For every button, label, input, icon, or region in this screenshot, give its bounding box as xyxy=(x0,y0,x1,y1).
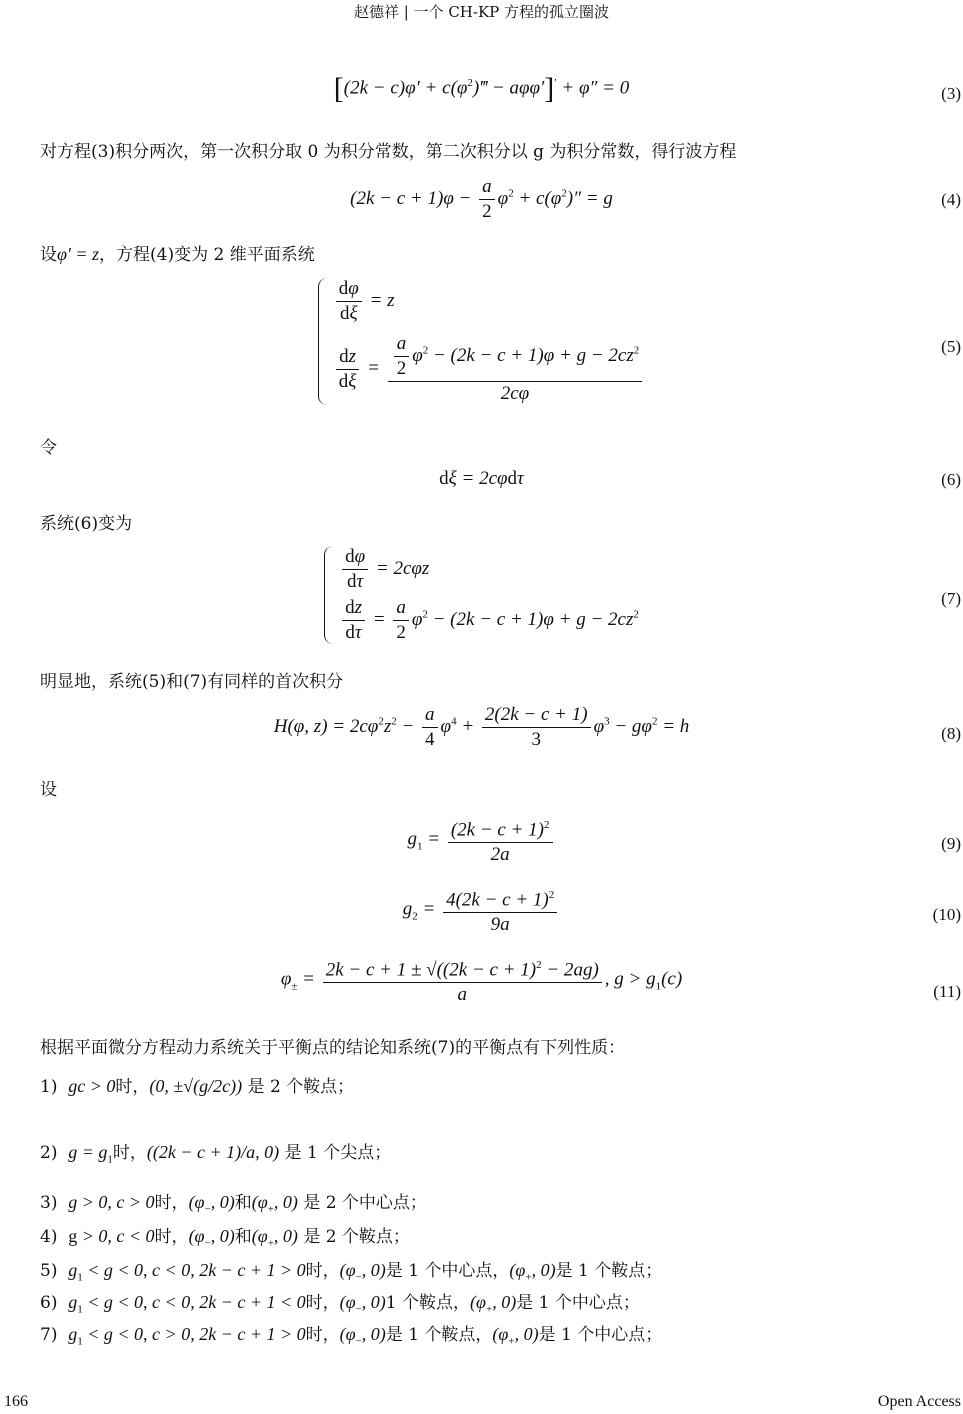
item-number: 2) xyxy=(40,1143,58,1163)
item-mid: 是 1 个鞍点， xyxy=(385,1325,493,1345)
equation-number-4: (4) xyxy=(941,190,961,209)
item-tail: 是 2 个中心点； xyxy=(303,1193,427,1213)
item-number: 6) xyxy=(40,1293,58,1313)
paragraph-first-integral: 明显地，系统(5)和(7)有同样的首次积分 xyxy=(40,672,344,692)
equation-number-6: (6) xyxy=(941,470,961,489)
list-item: 3) g > 0, c > 0时，($\varphi_-$, 0)和($\varphi_+$, 0) 是 2 个中心点； xyxy=(40,1192,427,1216)
list-item: 1) gc > 0时，(0, ±√(g/2c)) 是 2 个鞍点； xyxy=(40,1076,355,1097)
equation-number-9: (9) xyxy=(941,834,961,853)
item-tail: 是 1 个中心点； xyxy=(516,1293,640,1313)
list-item: 4) g > 0, c < 0时，($\varphi_-$, 0)和($\varphi_+$, 0) 是 2 个鞍点； xyxy=(40,1226,410,1250)
set-label: 设 xyxy=(40,245,57,265)
running-header: 赵德祥 | 一个 CH-KP 方程的孤立圈波 xyxy=(353,3,610,21)
equation-7: $\frac{d\varphi}{d\tau}$ = 2cφz $\frac{dz}{d\tau}$ = $\frac{a}{2}$ $\varphi^2 - (2k - c + 1)\varphi + g - 2cz^2$ xyxy=(0,546,963,650)
equation-11: $\varphi_\pm$ = $\frac{2k - c + 1 \pm √((2k - c + 1)^2 - 2ag)}{a}$ , $g > g_1(c)$ xyxy=(0,954,963,1006)
item-tail: 是 2 个鞍点； xyxy=(247,1077,355,1097)
item-number: 3) xyxy=(40,1193,58,1213)
item-number: 5) xyxy=(40,1261,58,1281)
paragraph-let: 令 xyxy=(40,438,57,458)
paragraph-system6: 系统(6)变为 xyxy=(40,514,133,534)
paragraph-equilibrium: 根据平面微分方程动力系统关于平衡点的结论知系统(7)的平衡点有下列性质： xyxy=(40,1038,626,1058)
equation-number-7: (7) xyxy=(941,589,961,608)
item-tail: 是 2 个鞍点； xyxy=(303,1227,410,1247)
list-item: 6) $g_1 < g < 0$, c < 0, 2k − c + 1 < 0时，($\varphi_-$, 0)1 个鞍点，($\varphi_+$, 0)是 1 个中心点； xyxy=(40,1292,640,1316)
equation-number-5: (5) xyxy=(941,337,961,356)
paragraph-integrate: 对方程(3)积分两次，第一次积分取 0 为积分常数，第二次积分以 g 为积分常数，得行波方程 xyxy=(40,142,737,162)
equation-5: $\frac{d\varphi}{d\xi}$ = z $\frac{dz}{d\xi}$ = $\frac{a}{2}$ $\varphi^2 - (2k - c + 1)\varphi + g - 2cz^2$ 2cφ xyxy=(0,278,963,411)
set-z-suffix: ，方程(4)变为 2 维平面系统 xyxy=(99,245,315,265)
equation-number-10: (10) xyxy=(932,905,961,924)
item-tail: 是 1 个中心点； xyxy=(538,1325,663,1345)
page-number: 166 xyxy=(4,1393,28,1410)
equation-number-3: (3) xyxy=(941,84,961,103)
equation-number-11: (11) xyxy=(933,982,961,1001)
equation-number-8: (8) xyxy=(941,724,961,743)
item-number: 1) xyxy=(40,1077,58,1097)
paragraph-set: 设 xyxy=(40,780,57,800)
paragraph-set-z: 设φ′ = z，方程(4)变为 2 维平面系统 xyxy=(40,244,315,265)
equation-8: H(φ, $z) = 2c\varphi^2z^2$ − $\frac{a}{4}$ $\varphi^4$ + $\frac{2(2k - c + 1)}{3}$ $\varphi^3 - g\varphi^2 = h$ xyxy=(273,704,690,750)
item-mid: 是 1 个中心点， xyxy=(385,1261,510,1281)
open-access-label: Open Access xyxy=(877,1393,961,1410)
item-number: 4) xyxy=(40,1227,58,1247)
item-tail: 是 1 个尖点； xyxy=(284,1143,392,1163)
list-item: 2) $g = g_1$时，((2k − c + 1)/a, 0) 是 1 个尖点； xyxy=(40,1142,392,1166)
item-number: 7) xyxy=(40,1325,58,1345)
equation-4: (2k − c + 1)φ − $\frac{a}{2}$ $\varphi^2 + c(\varphi^2)'' = g$ xyxy=(350,176,613,222)
equation-9: $g_1$ = $\frac{(2k - c + 1)^2}{2a}$ xyxy=(0,814,963,866)
item-tail: 是 1 个鞍点； xyxy=(555,1261,663,1281)
list-item: 5) $g_1 < g < 0$, c < 0, 2k − c + 1 > 0时，($\varphi_-$, 0)是 1 个中心点，($\varphi_+$, 0)是 1 个鞍点； xyxy=(40,1260,663,1284)
equation-10: $g_2$ = $\frac{4(2k - c + 1)^2}{9a}$ xyxy=(0,884,963,936)
item-mid: 1 个鞍点， xyxy=(385,1293,471,1313)
equation-3: $[(2k - c)\varphi' + c(\varphi^2)‴ - a\varphi\varphi']' + \varphi'' = 0$ xyxy=(333,72,630,105)
equation-6: dξ = 2cφdτ xyxy=(439,468,524,489)
list-item: 7) $g_1 < g < 0$, c > 0, 2k − c + 1 > 0时，($\varphi_-$, 0)是 1 个鞍点，($\varphi_+$, 0)是 1 个中心点； xyxy=(40,1324,663,1348)
